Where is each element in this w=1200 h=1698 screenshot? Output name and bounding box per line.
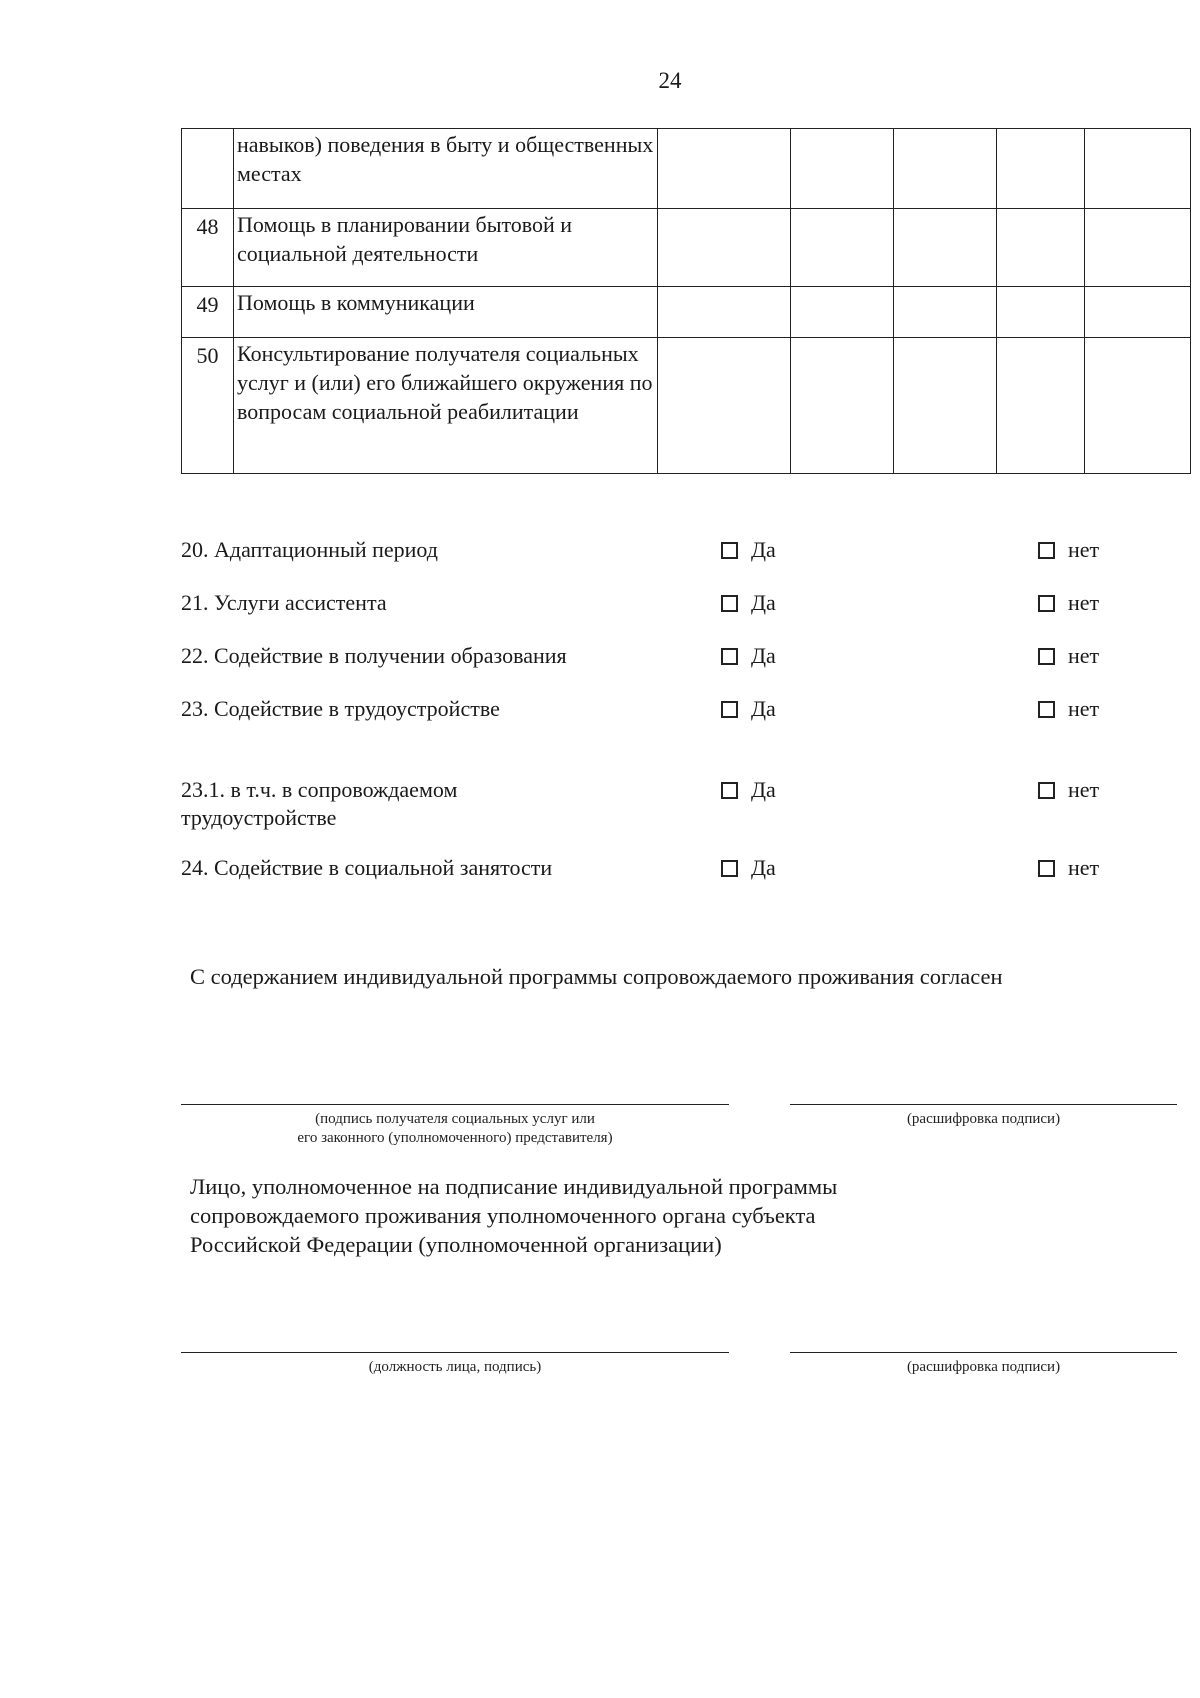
position-caption: (должность лица, подпись) xyxy=(368,1359,542,1375)
signature-line[interactable] xyxy=(181,1104,729,1105)
signature-caption xyxy=(181,1110,729,1148)
checkbox-icon[interactable] xyxy=(1038,782,1055,799)
table-cell xyxy=(1085,129,1191,209)
row-number xyxy=(182,129,234,209)
checkbox-icon[interactable] xyxy=(721,701,738,718)
table-cell xyxy=(1085,338,1191,474)
table-cell xyxy=(658,209,791,287)
yes-label: Да xyxy=(751,590,776,615)
table-cell xyxy=(791,129,894,209)
question-label: 21. Услуги ассистента xyxy=(181,590,387,615)
question-label: 23.1. в т.ч. в сопровождаемом трудоустройстве xyxy=(181,777,458,830)
question-label: 23. Содействие в трудоустройстве xyxy=(181,696,500,721)
table-cell xyxy=(894,209,997,287)
table-cell xyxy=(997,129,1085,209)
checkbox-icon[interactable] xyxy=(1038,701,1055,718)
no-option[interactable] xyxy=(1038,536,1099,564)
row-number: 48 xyxy=(182,209,234,287)
table-cell xyxy=(791,338,894,474)
table-cell xyxy=(658,338,791,474)
table-cell xyxy=(791,287,894,338)
yes-option[interactable] xyxy=(721,776,776,804)
signature-decoding-line[interactable] xyxy=(790,1104,1177,1105)
no-option[interactable] xyxy=(1038,589,1099,617)
yes-option[interactable] xyxy=(721,589,776,617)
question-label: 22. Содействие в получении образования xyxy=(181,643,567,668)
table-cell xyxy=(894,129,997,209)
checkbox-icon[interactable] xyxy=(1038,595,1055,612)
checkbox-icon[interactable] xyxy=(721,648,738,665)
yes-label: Да xyxy=(751,777,776,802)
caption-line: (подпись получателя социальных услуг или xyxy=(315,1111,595,1127)
no-label: нет xyxy=(1068,590,1100,615)
no-label: нет xyxy=(1068,855,1100,880)
yes-option[interactable] xyxy=(721,854,776,882)
yes-label: Да xyxy=(751,855,776,880)
no-label: нет xyxy=(1068,777,1100,802)
signature-decoding-line[interactable] xyxy=(790,1352,1177,1353)
no-label: нет xyxy=(1068,643,1100,668)
no-option[interactable] xyxy=(1038,695,1099,723)
table-row xyxy=(182,129,1191,209)
table-row xyxy=(182,338,1191,474)
checkbox-icon[interactable] xyxy=(1038,648,1055,665)
page-number: 24 xyxy=(658,68,682,93)
no-label: нет xyxy=(1068,537,1100,562)
checkbox-icon[interactable] xyxy=(721,542,738,559)
yes-option[interactable] xyxy=(721,642,776,670)
checkbox-icon[interactable] xyxy=(1038,860,1055,877)
yes-option[interactable] xyxy=(721,695,776,723)
checkbox-icon[interactable] xyxy=(721,860,738,877)
checkbox-icon[interactable] xyxy=(721,595,738,612)
question-label: 20. Адаптационный период xyxy=(181,537,438,562)
table-row xyxy=(182,287,1191,338)
no-option[interactable] xyxy=(1038,776,1099,804)
question-label: 24. Содействие в социальной занятости xyxy=(181,855,553,880)
caption-line: его законного (уполномоченного) представителя) xyxy=(297,1130,613,1146)
table-cell xyxy=(997,287,1085,338)
agreement-statement: С содержанием индивидуальной программы сопровождаемого проживания согласен xyxy=(190,964,1003,989)
no-option[interactable] xyxy=(1038,642,1099,670)
table-cell xyxy=(997,338,1085,474)
service-name: Консультирование получателя социальных услуг и (или) его ближайшего окружения по вопросам социальной реабилитации xyxy=(234,338,658,474)
yes-option[interactable] xyxy=(721,536,776,564)
checkbox-icon[interactable] xyxy=(721,782,738,799)
row-number: 49 xyxy=(182,287,234,338)
table-cell xyxy=(997,209,1085,287)
table-cell xyxy=(658,129,791,209)
service-name: Помощь в коммуникации xyxy=(234,287,658,338)
services-table xyxy=(181,128,1191,474)
decoding-caption: (расшифровка подписи) xyxy=(906,1359,1061,1375)
service-name: навыков) поведения в быту и общественных местах xyxy=(234,129,658,209)
authorized-person-label: Лицо, уполномоченное на подписание индивидуальной программы сопровождаемого проживания уполномоченного органа субъекта Российской Федерации (уполномоченной организации) xyxy=(190,1174,838,1257)
no-label: нет xyxy=(1068,696,1100,721)
yes-label: Да xyxy=(751,537,776,562)
table-cell xyxy=(1085,209,1191,287)
table-cell xyxy=(894,338,997,474)
table-cell xyxy=(894,287,997,338)
row-number: 50 xyxy=(182,338,234,474)
position-signature-line[interactable] xyxy=(181,1352,729,1353)
service-name: Помощь в планировании бытовой и социальной деятельности xyxy=(234,209,658,287)
no-option[interactable] xyxy=(1038,854,1099,882)
table-cell xyxy=(1085,287,1191,338)
decoding-caption: (расшифровка подписи) xyxy=(906,1111,1061,1127)
table-row xyxy=(182,209,1191,287)
yes-label: Да xyxy=(751,696,776,721)
table-cell xyxy=(791,209,894,287)
yes-label: Да xyxy=(751,643,776,668)
table-cell xyxy=(658,287,791,338)
checkbox-icon[interactable] xyxy=(1038,542,1055,559)
